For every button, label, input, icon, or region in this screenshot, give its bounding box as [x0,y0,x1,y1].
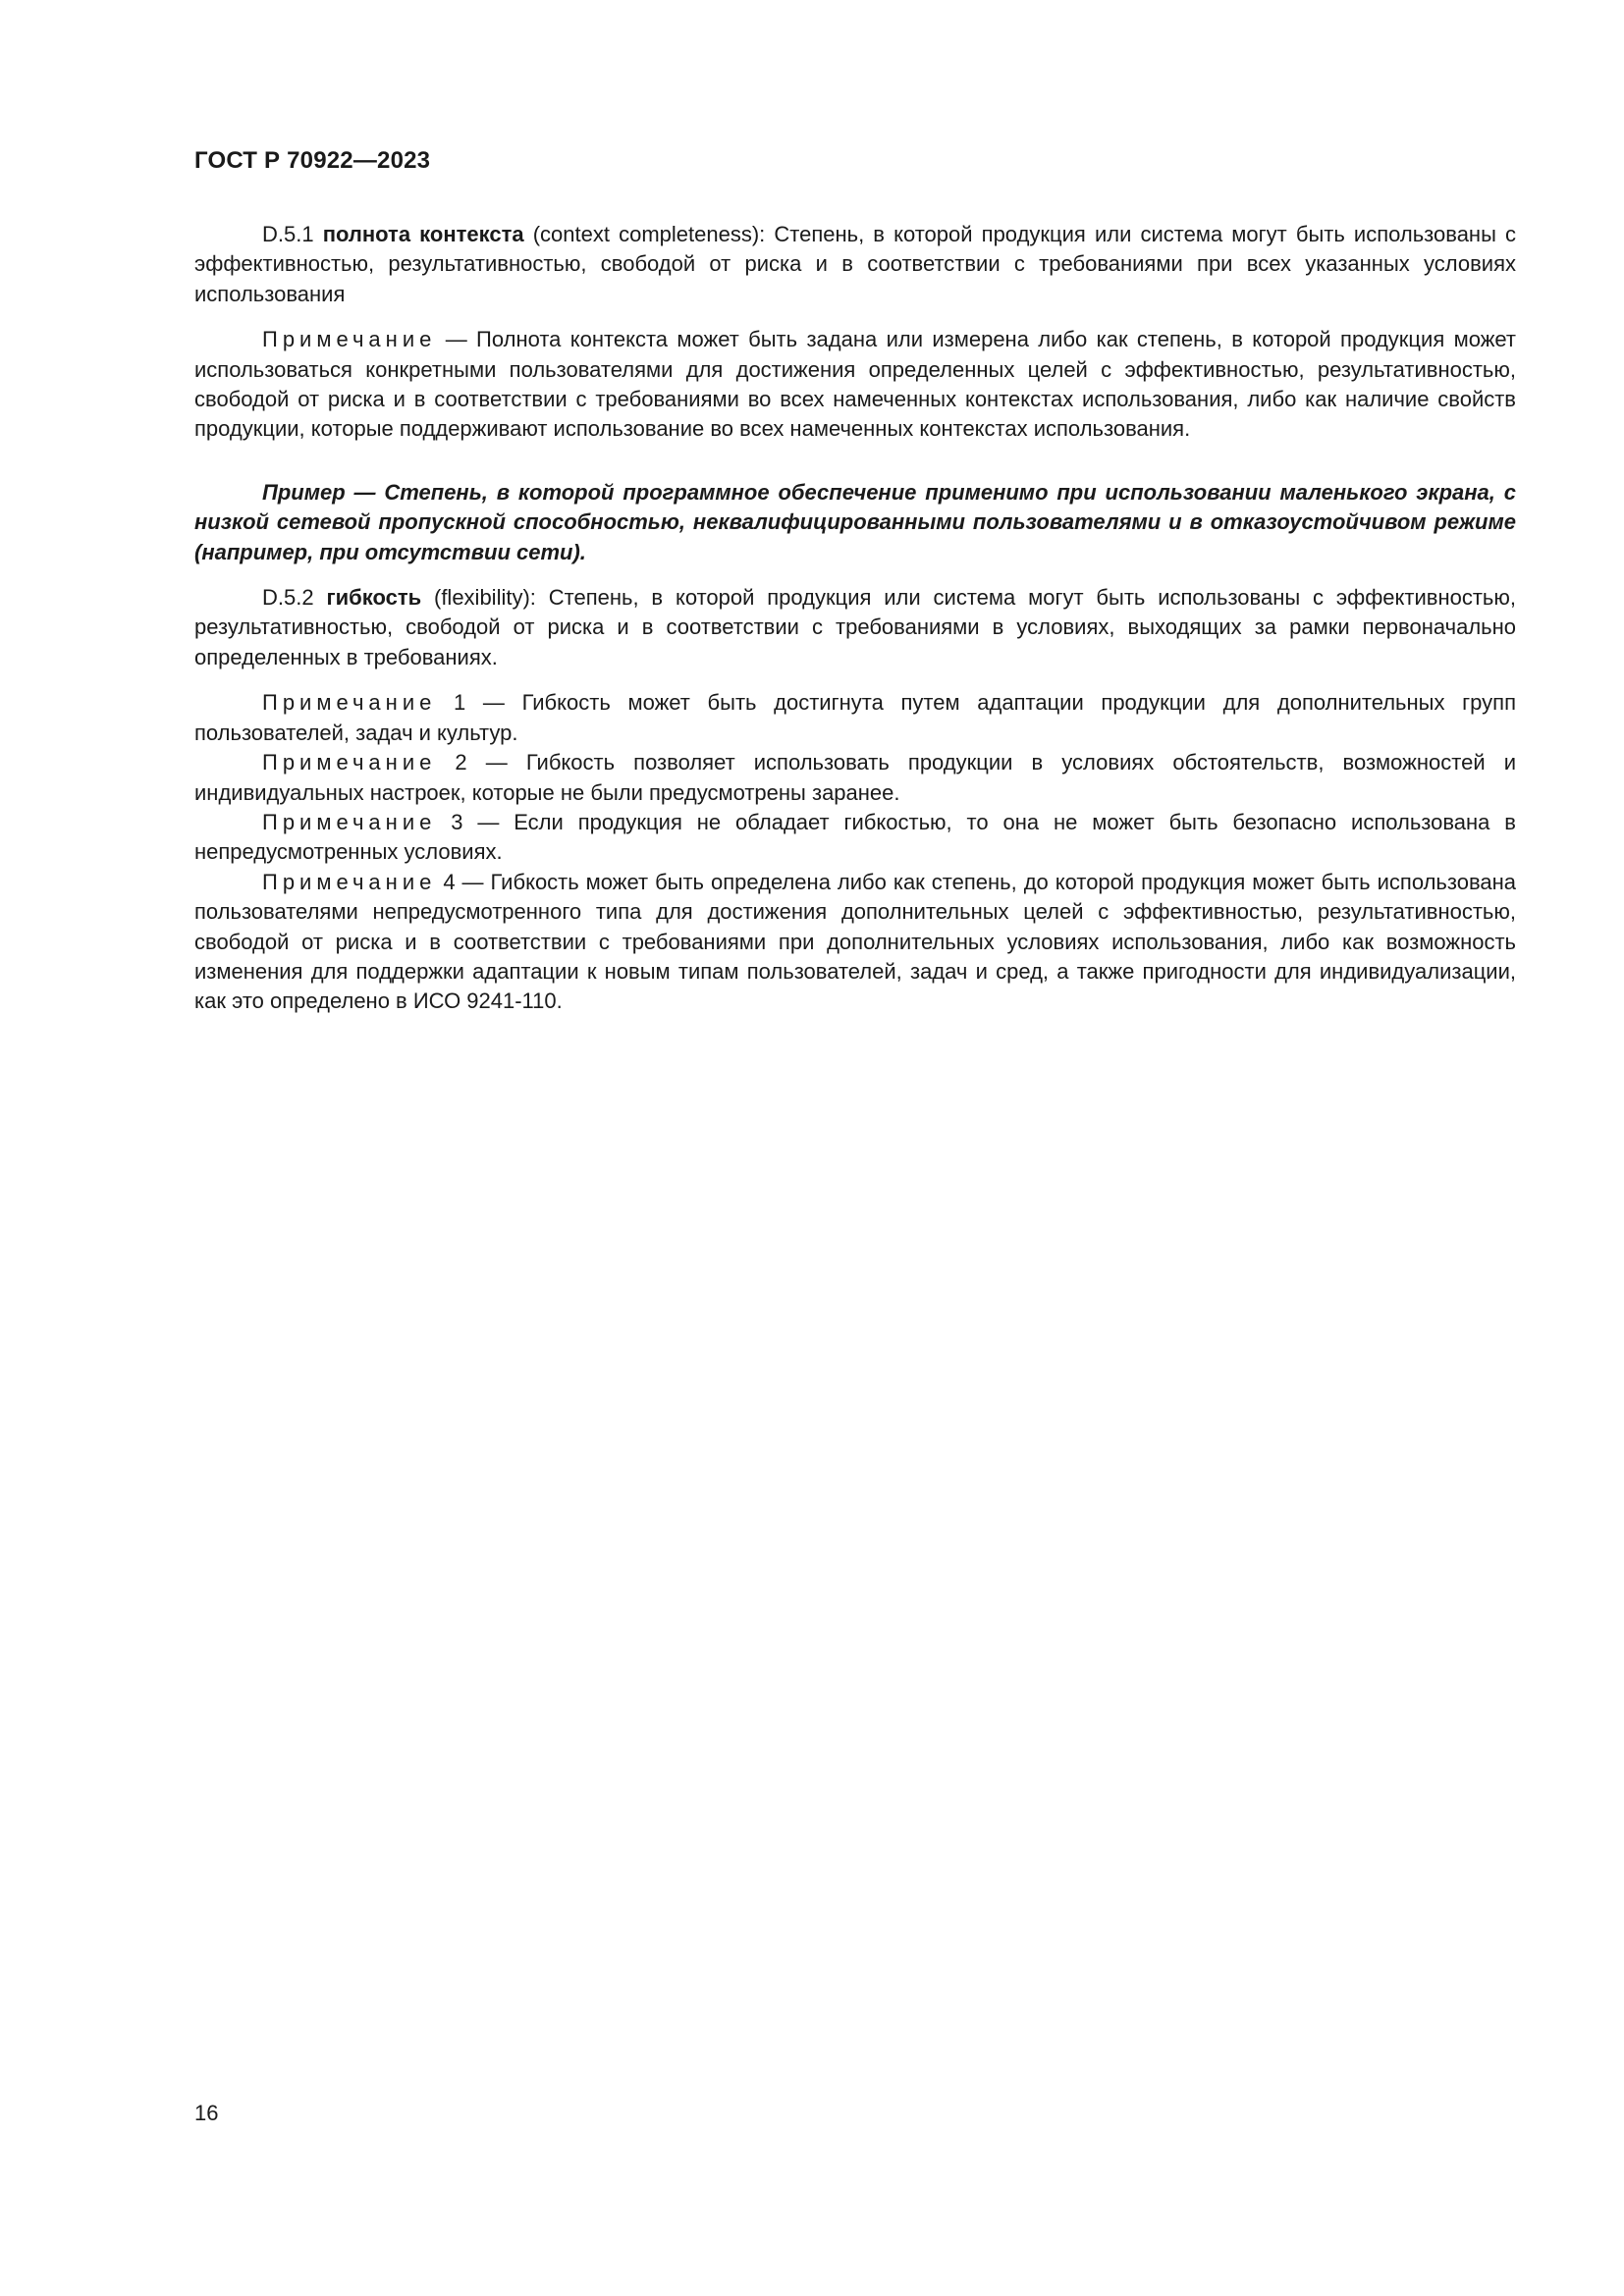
page-number: 16 [194,2101,219,2125]
note-d51 [194,325,1516,445]
note-label: Примечание [262,690,437,716]
clause-text: (context completeness): Степень, в которой продукция или система могут быть использованы с эффективностью, результативностью, свободой от риска и в соответствии с требованиями при всех указанных условиях использования [194,222,1516,306]
note-label: Примечание [262,750,437,775]
note-text: — Полнота контекста может быть задана или измерена либо как степень, в которой продукция может использоваться конкретными пользователями для достижения определенных целей с эффективностью, результативностью, свободой от риска и в соответствии с требованиями во всех намеченных контекстах использования, либо как наличие свойств продукции, которые поддерживают использование во всех намеченных контекстах использования. [194,327,1516,442]
term-bold: гибкость [326,585,422,611]
clause-d52 [194,583,1516,672]
clause-text: (flexibility): Степень, в которой продукция или система могут быть использованы с эффективностью, результативностью, свободой от риска и в соответствии с требованиями в условиях, выходящих за рамки первоначально определенных в требованиях. [194,585,1516,669]
document-header: ГОСТ Р 70922—2023 [194,147,431,174]
note-text: 2 — Гибкость позволяет использовать продукции в условиях обстоятельств, возможностей и индивидуальных настроек, которые не были предусмотрены заранее. [194,750,1516,805]
note-d52-4 [194,868,1516,1017]
note-text: 4 — Гибкость может быть определена либо как степень, до которой продукция может быть использована пользователями непредусмотренного типа для достижения дополнительных целей с эффективностью, результативностью, свободой от риска и в соответствии с требованиями при дополнительных условиях использования, либо как возможность изменения для поддержки адаптации к новым типам пользователей, задач и сред, а также пригодности для индивидуализации, как это определено в ИСО 9241-110. [194,869,1516,1014]
note-label: Примечание [262,869,437,894]
note-label: Примечание [262,327,437,352]
note-label: Примечание [262,809,437,834]
document-body [194,220,1516,1017]
note-text: 1 — Гибкость может быть достигнута путем адаптации продукции для дополнительных групп пользователей, задач и культур. [194,690,1516,745]
note-text: 3 — Если продукция не обладает гибкостью, то она не может быть безопасно использована в непредусмотренных условиях. [194,809,1516,865]
note-d52-1 [194,688,1516,748]
term-bold: полнота контекста [322,222,524,246]
clause-number: D.5.1 [262,222,314,246]
clause-d51 [194,220,1516,309]
note-d52-3 [194,808,1516,868]
example-paragraph: Пример — Степень, в которой программное обеспечение применимо при использовании маленького экрана, с низкой сетевой пропускной способностью, неквалифицированными пользователями и в отказоустойчивом режиме (например, при отсутствии сети). [194,479,1516,564]
note-d52-2 [194,748,1516,808]
clause-number: D.5.2 [262,585,314,611]
